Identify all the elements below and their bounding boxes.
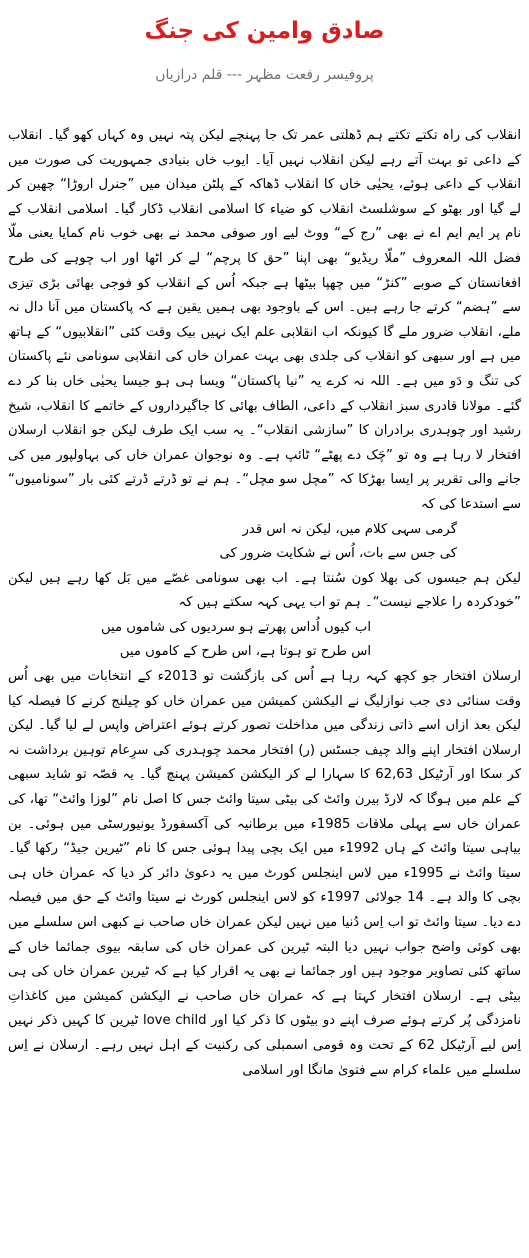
verse-1-line-1: گرمی سہی کلام میں، لیکن نہ اس قدر	[242, 521, 457, 537]
paragraph-3: ارسلان افتخار جو کچھ کہہ رہا ہے اُس کی بازگشت تو 2013ء کے انتخابات میں بھی اُس وقت سنائی دی جب نوازلیگ نے الیکشن کمیشن میں عمران خاں کو چیلنج کرنے کا فیصلہ کیا لیکن بعد ازاں اسے ذاتی زندگی میں مداخلت تصور کرتے ہوئے اعتراض واپس لے لیا گیا۔ لیکن ارسلان افتخار اپنے والد چیف جسٹس (ر) افتخار محمد چوہدری کی سرِعام توہین برداشت نہ کر سکا اور آرٹیکل 62,63 کا سہارا لے کر الیکشن کمیشن پہنچ گیا۔ یہ قصّہ تو شاید سبھی کے علم میں ہوگا کہ لارڈ بیرن وائٹ کی بیٹی سیتا وائٹ جس کا اصل نام ”لوزا وائٹ“ تھا، کی عمران خاں سے پہلی ملاقات 1985ء میں برطانیہ کی آکسفورڈ یونیورسٹی میں ہوئی۔ بن بیاہی سیتا وائٹ کے ہاں 1992ء میں ایک بچی پیدا ہوئی جس کا نام ”ٹیرین جیڈ“ رکھا گیا۔ سیتا وائٹ نے 1995ء میں لاس اینجلس کورٹ میں یہ دعویٰ دائر کر دیا کہ عمران خاں ہی بچی کا والد ہے۔ 14 جولائی 1997ء کو لاس اینجلس کورٹ نے سیتا وائٹ کے حق میں فیصلہ دے دیا۔ سیتا وائٹ تو اب اِس دُنیا میں نہیں لیکن عمران خاں صاحب نے کبھی اس سلسلے میں بھی کوئی واضح جواب نہیں دیا البتہ ٹیرین کی عمران خاں کی سابقہ بیوی جمائما خاں کے ساتھ کئی تصاویر موجود ہیں اور جمائما نے بھی یہ اقرار کیا ہے کہ ٹیرین عمران خاں کی ہی بیٹی ہے۔ ارسلان افتخار کہتا ہے کہ عمران خاں صاحب نے الیکشن کمیشن میں کاغذاتِ نامزدگی پُر کرتے ہوئے صرف اپنے دو بیٹوں کا ذکر کیا اور love child ٹیرین کا کہیں ذکر نہیں اِس لیے آرٹیکل 62 کے تحت وہ قومی اسمبلی کی رکنیت کے اہل نہیں رہے۔ ارسلان نے اِس سلسلے میں علماء کرام سے فتویٰ مانگا اور اسلامی	[8, 669, 522, 1078]
verse-1-line-2: کی جس سے بات، اُس نے شکایت ضرور کی	[219, 546, 457, 562]
paragraph-1: انقلاب کی راہ تکتے تکتے ہم ڈھلتی عمر تک جا پہنچے لیکن پتہ نہیں وہ کہاں کھو گیا۔ انقلاب کے داعی تو بہت آتے رہے لیکن انقلاب نہیں آیا۔ ایوب خاں بنیادی جمہوریت کی صورت میں انقلاب کے داعی ہوئے، یحیٰی خاں کا انقلاب ڈھاکہ کے پلٹن میدان میں ”جنرل اروڑا“ چھین کر لے گیا اور بھٹو کے سوشلسٹ انقلاب کو ضیاء کا اسلامی انقلاب ڈکار گیا۔ اسلامی انقلاب کے نام پر ایم ایم اے نے بھی ”رج کے“ ووٹ لیے اور صوفی محمد نے بھی خوب نام کمایا یعنی ملّا فضل اللہ المعروف ”ملّا ریڈیو“ بھی اپنا ”حق کا پرچم“ لے کر اٹھا اور اب چوہے کی طرح افغانستان کے صوبے ”کنڑ“ میں چھپا بیٹھا ہے جبکہ اُس کے انقلاب کو فوجی بھائی بڑی تیزی سے ”ہضم“ کرتے جا رہے ہیں۔ اس کے باوجود بھی ہمیں یقین ہے کہ پاکستان میں آنا دال نہ ملے، انقلاب ضرور ملے گا کیونکہ اب انقلابی علم ایک نہیں بیک وقت کئی ”انقلابیوں“ کے ہاتھ میں ہے اور سبھی کو انقلاب کی جلدی بھی بہت عمران خاں کی انقلابی سونامی نئے پاکستان کی تنگ و دَو میں ہے۔ اللہ نہ کرے یہ ”نیا پاکستان“ ویسا ہی ہو جیسا یحیٰی خاں بنا کر دے گئے۔ مولانا قادری سبز انقلاب کے داعی، الطاف بھائی کا جاگیرداروں کے خاتمے کا انقلاب، شیخ رشید اور چوہدری برادران کا ”سازشی انقلاب“۔ یہ سب ایک طرف لیکن جو انقلاب ارسلان افتخار لا رہا ہے وہ تو ”چَک دے پھٹے“ ٹائپ ہے۔ وہ نوجوان عمران خاں کی بہاولپور میں کی جانے والی تقریر پر ایسا بھڑکا کہ ”مچل سو مچل“۔ ہم نے تو ڈرتے ڈرتے کئی بار ”سونامیوں“ سے استدعا کی کہ	[8, 128, 521, 512]
article-byline: پروفیسر رفعت مظہر --- قلم درازیاں	[155, 67, 374, 83]
verse-2-line-2: اس طرح تو ہوتا ہے، اس طرح کے کاموں میں	[119, 644, 371, 660]
verse-2-line-1: اب کیوں اُداس پھرتے ہو سردیوں کی شاموں میں	[101, 619, 371, 635]
article-title: صادق وامین کی جنگ	[144, 18, 385, 44]
paragraph-2: لیکن ہم جیسوں کی بھلا کون سُنتا ہے۔ اب بھی سونامی غصّے میں بَل کھا رہے ہیں لیکن ”خودکردہ را علاجے نیست“۔ ہم تو اب یہی کہہ سکتے ہیں کہ	[8, 570, 521, 611]
article-body	[8, 124, 521, 1083]
